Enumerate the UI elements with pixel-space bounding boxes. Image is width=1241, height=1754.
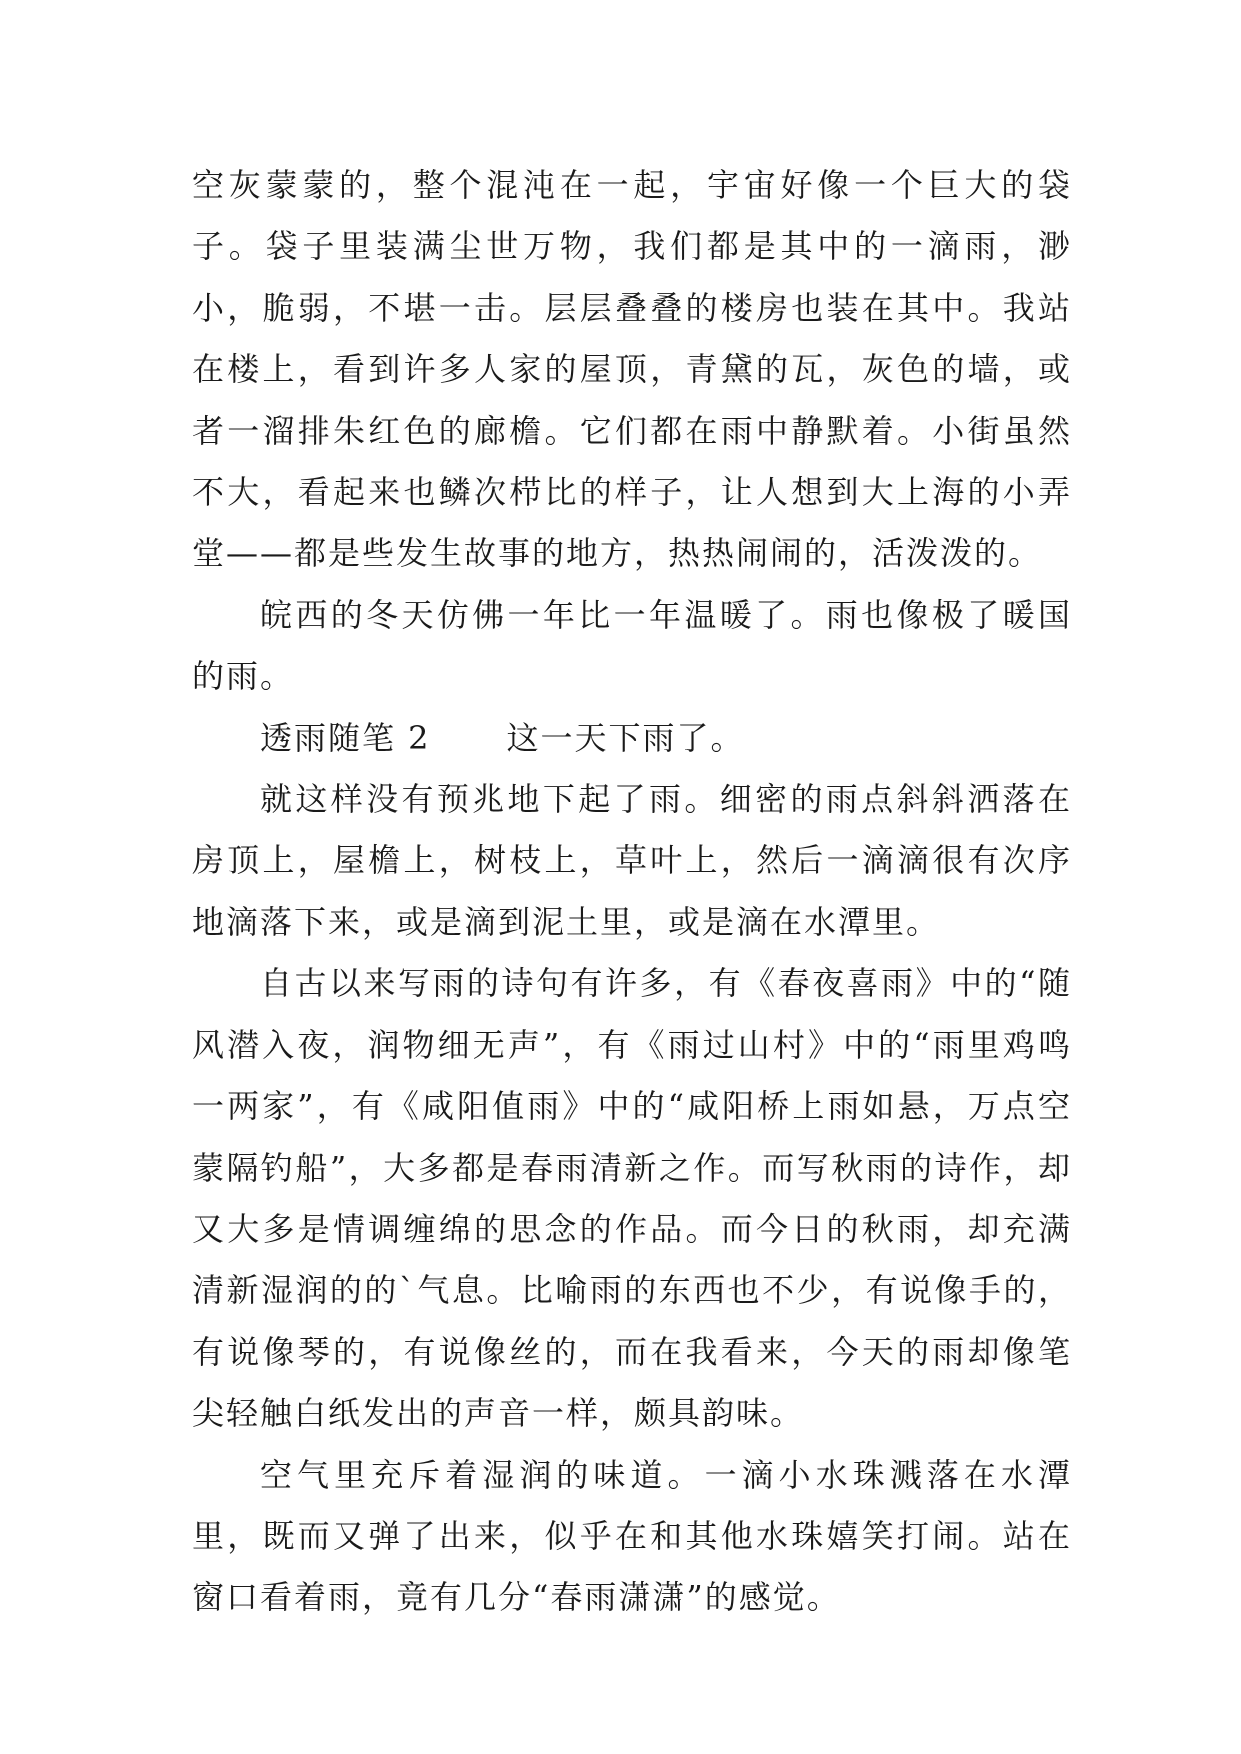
- paragraph-2: 皖西的冬天仿佛一年比一年温暖了。雨也像极了暖国的雨。: [192, 595, 1072, 696]
- paragraph-4: 自古以来写雨的诗句有许多，有《春夜喜雨》中的“随风潜入夜，润物细无声”，有《雨过山村》中的“雨里鸡鸣一两家”，有《咸阳值雨》中的“咸阳桥上雨如悬，万点空蒙隔钓船”，大多都是春雨清新之作。而写秋雨的诗作，却又大多是情调缠绵的思念的作品。而今日的秋雨，却充满清新湿润的的`气息。比喻雨的东西也不少，有说像手的，有说像琴的，有说像丝的，而在我看来，今天的雨却像笔尖轻触白纸发出的声音一样，颇具韵味。: [192, 964, 1072, 1433]
- paragraph-5: 空气里充斥着湿润的味道。一滴小水珠溅落在水潭里，既而又弹了出来，似乎在和其他水珠嬉笑打闹。站在窗口看着雨，竟有几分“春雨潇潇”的感觉。: [192, 1455, 1072, 1617]
- essay-title-line: [192, 708, 1072, 769]
- essay-title: 透雨随笔 2: [260, 718, 431, 757]
- essay-opening-sentence: 这一天下雨了。: [506, 718, 745, 757]
- paragraph-1: 空灰蒙蒙的，整个混沌在一起，宇宙好像一个巨大的袋子。袋子里装满尘世万物，我们都是其中的一滴雨，渺小，脆弱，不堪一击。层层叠叠的楼房也装在其中。我站在楼上，看到许多人家的屋顶，青黛的瓦，灰色的墙，或者一溜排朱红色的廊檐。它们都在雨中静默着。小街虽然不大，看起来也鳞次栉比的样子，让人想到大上海的小弄堂——都是些发生故事的地方，热热闹闹的，活泼泼的。: [192, 166, 1072, 573]
- paragraph-3: 就这样没有预兆地下起了雨。细密的雨点斜斜洒落在房顶上，屋檐上，树枝上，草叶上，然后一滴滴很有次序地滴落下来，或是滴到泥土里，或是滴在水潭里。: [192, 780, 1072, 941]
- document-body: [192, 155, 1072, 1629]
